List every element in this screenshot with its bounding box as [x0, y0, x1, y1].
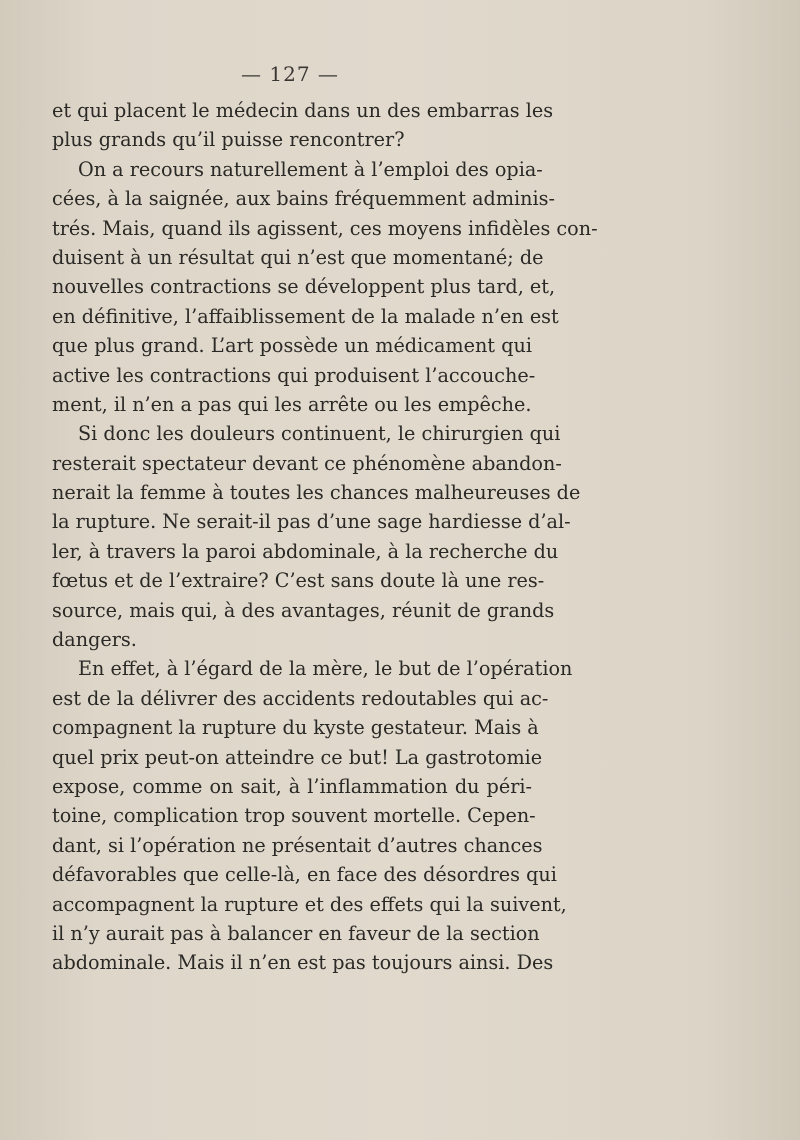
text-line: plus grands qu’il puisse rencontrer?: [52, 128, 405, 152]
text-line: trés. Mais, quand ils agissent, ces moyens infidèles con-: [52, 216, 598, 240]
text-line: expose, comme on sait, à l’inflammation du péri-: [52, 774, 532, 798]
text-line: active les contractions qui produisent l’accouche-: [52, 363, 536, 387]
text-line: duisent à un résultat qui n’est que momentané; de: [52, 245, 544, 269]
text-line: accompagnent la rupture et des effets qui la suivent,: [52, 892, 567, 916]
text-line: source, mais qui, à des avantages, réunit de grands: [52, 598, 555, 622]
text-line: est de la délivrer des accidents redoutables qui ac-: [52, 686, 549, 710]
page-number: — 127 —: [241, 62, 339, 86]
text-line: cées, à la saignée, aux bains fréquemment adminis-: [52, 187, 555, 211]
text-line: toine, complication trop souvent mortelle. Cepen-: [52, 804, 536, 828]
body-text: [52, 96, 598, 978]
text-line: en définitive, l’affaiblissement de la malade n’en est: [52, 304, 559, 328]
text-line: dangers.: [52, 628, 137, 652]
text-line: abdominale. Mais il n’en est pas toujours ainsi. Des: [52, 951, 554, 975]
text-line: On a recours naturellement à l’emploi des opia-: [78, 157, 543, 181]
text-line: ler, à travers la paroi abdominale, à la recherche du: [52, 539, 559, 563]
text-line: dant, si l’opération ne présentait d’autres chances: [52, 833, 543, 857]
text-line: En effet, à l’égard de la mère, le but de l’opération: [78, 657, 573, 681]
text-line: fœtus et de l’extraire? C’est sans doute là une res-: [52, 569, 545, 593]
text-line: Si donc les douleurs continuent, le chirurgien qui: [78, 422, 561, 446]
text-line: la rupture. Ne serait-il pas d’une sage hardiesse d’al-: [52, 510, 571, 534]
text-line: nerait la femme à toutes les chances malheureuses de: [52, 481, 581, 505]
text-line: resterait spectateur devant ce phénomène abandon-: [52, 451, 562, 475]
text-line: compagnent la rupture du kyste gestateur. Mais à: [52, 716, 539, 740]
text-line: nouvelles contractions se développent plus tard, et,: [52, 275, 556, 299]
text-line: il n’y aurait pas à balancer en faveur de la section: [52, 921, 540, 945]
text-line: que plus grand. L’art possède un médicament qui: [52, 334, 532, 358]
text-line: ment, il n’en a pas qui les arrête ou les empêche.: [52, 392, 532, 416]
text-line: quel prix peut-on atteindre ce but! La gastrotomie: [52, 745, 543, 769]
text-line: défavorables que celle-là, en face des désordres qui: [52, 863, 557, 887]
text-line: et qui placent le médecin dans un des embarras les: [52, 99, 554, 122]
